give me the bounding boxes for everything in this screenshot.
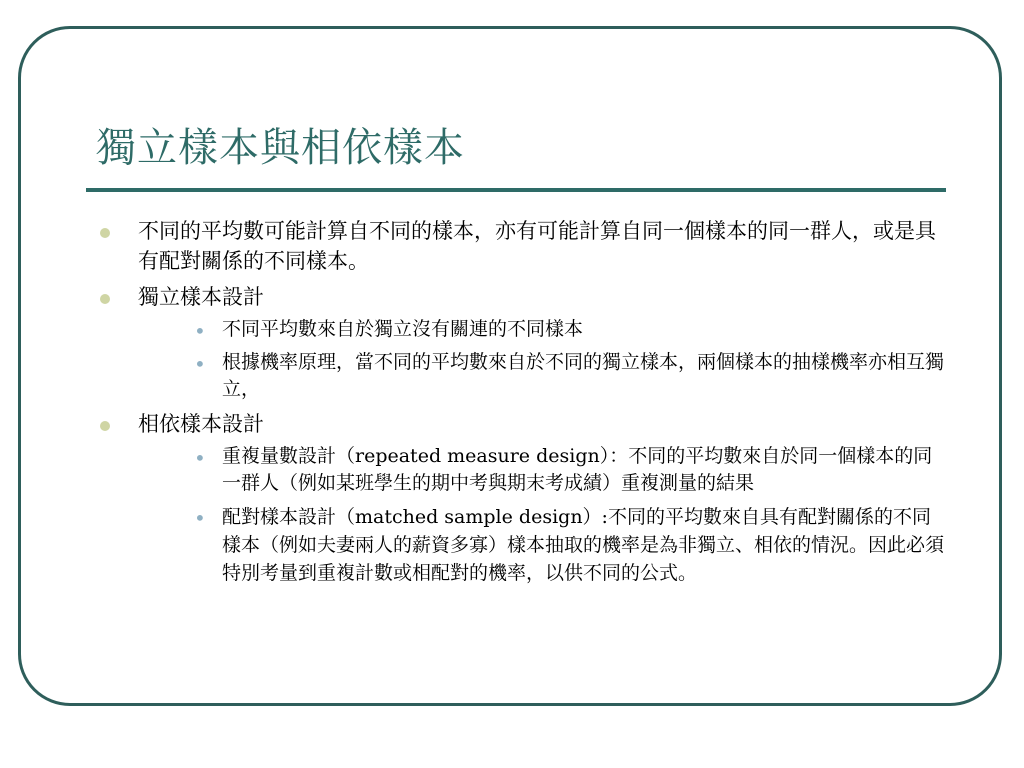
sub-bullet-icon: • [194,319,206,343]
sub-list-item [180,316,946,343]
list-item [96,282,946,403]
sub-list [138,443,946,587]
list-item [96,216,946,276]
sub-list [138,316,946,403]
sub-list-item [180,349,946,403]
slide-title: 獨立樣本與相依樣本 [96,125,465,171]
sub-list-item-text: 不同平均數來自於獨立沒有關連的不同樣本 [222,318,584,340]
bullet-dot-icon [100,421,110,431]
sub-list-item [180,503,946,587]
bullet-dot-icon [100,294,110,304]
slide-content [96,216,946,593]
list-item-text: 相依樣本設計 [138,412,264,436]
sub-list-item-text: 重複量數設計（repeated measure design）：不同的平均數來自於同一個樣本的同一群人（例如某班學生的期中考與期末考成績）重複測量的結果 [222,445,933,494]
bullet-dot-icon [100,228,110,238]
list-item-text: 不同的平均數可能計算自不同的樣本，亦有可能計算自同一個樣本的同一群人，或是具有配對關係的不同樣本。 [138,219,936,273]
title-divider [86,188,946,192]
sub-list-item-text: 根據機率原理，當不同的平均數來自於不同的獨立樣本，兩個樣本的抽樣機率亦相互獨立， [222,351,945,400]
list-item-text: 獨立樣本設計 [138,285,264,309]
sub-list-item-text: 配對樣本設計（matched sample design）:不同的平均數來自具有配對關係的不同樣本（例如夫妻兩人的薪資多寡）樣本抽取的機率是為非獨立、相依的情況。因此必須特別考量到重複計數或相配對的機率，以供不同的公式。 [222,506,945,584]
sub-list-item [180,443,946,497]
sub-bullet-icon: • [194,352,206,376]
bullet-list [96,216,946,587]
sub-bullet-icon: • [194,446,206,470]
sub-bullet-icon: • [194,506,206,530]
list-item [96,409,946,587]
